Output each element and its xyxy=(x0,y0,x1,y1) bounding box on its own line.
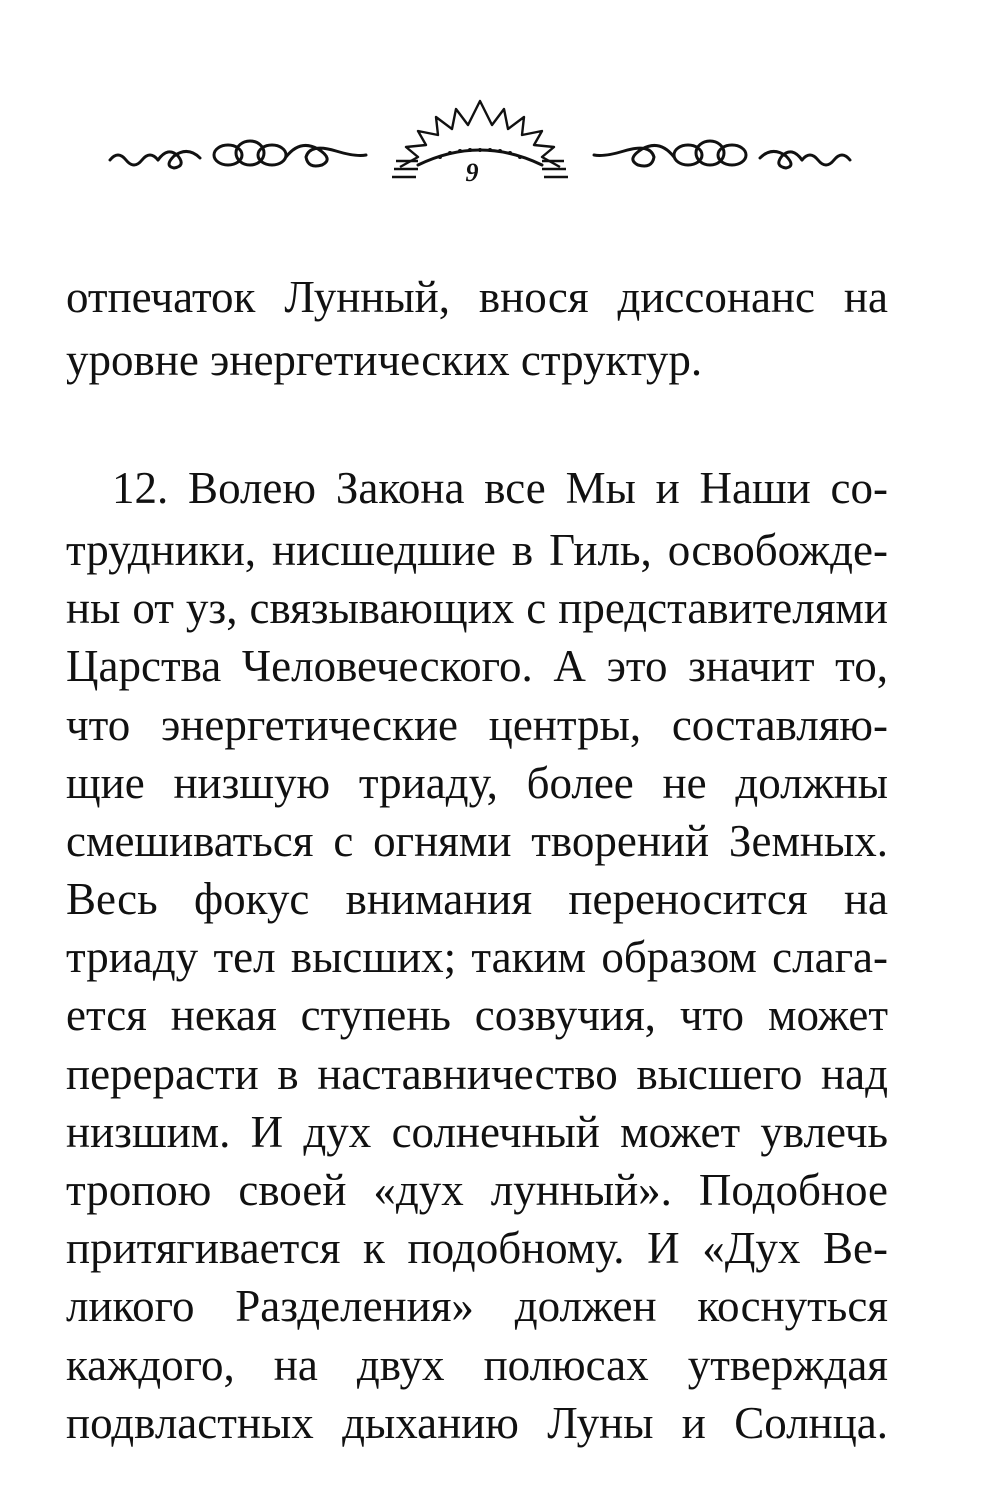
sun-flourish-ornament xyxy=(100,95,860,205)
text-line: триаду тел высших; таким образом слага- xyxy=(66,932,888,982)
text-line: подвластных дыханию Луны и Солнца. xyxy=(66,1398,888,1448)
text-line: каждого, на двух полюсах утверждая xyxy=(66,1340,888,1390)
page-number: 9 xyxy=(465,158,479,187)
text-line: смешиваться с огнями творений Земных. xyxy=(66,816,888,866)
text-line: отпечаток Лунный, внося диссонанс на xyxy=(66,272,888,322)
text-line: Царства Человеческого. А это значит то, xyxy=(66,641,888,691)
text-line: ны от уз, связывающих с представителями xyxy=(66,583,888,633)
text-line: перерасти в наставничество высшего над xyxy=(66,1049,888,1099)
text-line: притягивается к подобному. И «Дух Ве- xyxy=(66,1223,888,1273)
text-line: что энергетические центры, составляю- xyxy=(66,700,888,750)
text-line: низшим. И дух солнечный может увлечь xyxy=(66,1107,888,1157)
paragraph-first-line: 12. Волею Закона все Мы и Наши со- xyxy=(112,463,888,513)
text-line: щие низшую триаду, более не должны xyxy=(66,758,888,808)
text-line: трудники, нисшедшие в Гиль, освобожде- xyxy=(66,525,888,575)
text-line: уровне энергетических структур. xyxy=(66,335,703,385)
text-line: тропою своей «дух лунный». Подобное xyxy=(66,1165,888,1215)
text-line: Весь фокус внимания переносится на xyxy=(66,874,888,924)
text-line: ется некая ступень созвучия, что может xyxy=(66,990,888,1040)
text-line: ликого Разделения» должен коснуться xyxy=(66,1281,888,1331)
